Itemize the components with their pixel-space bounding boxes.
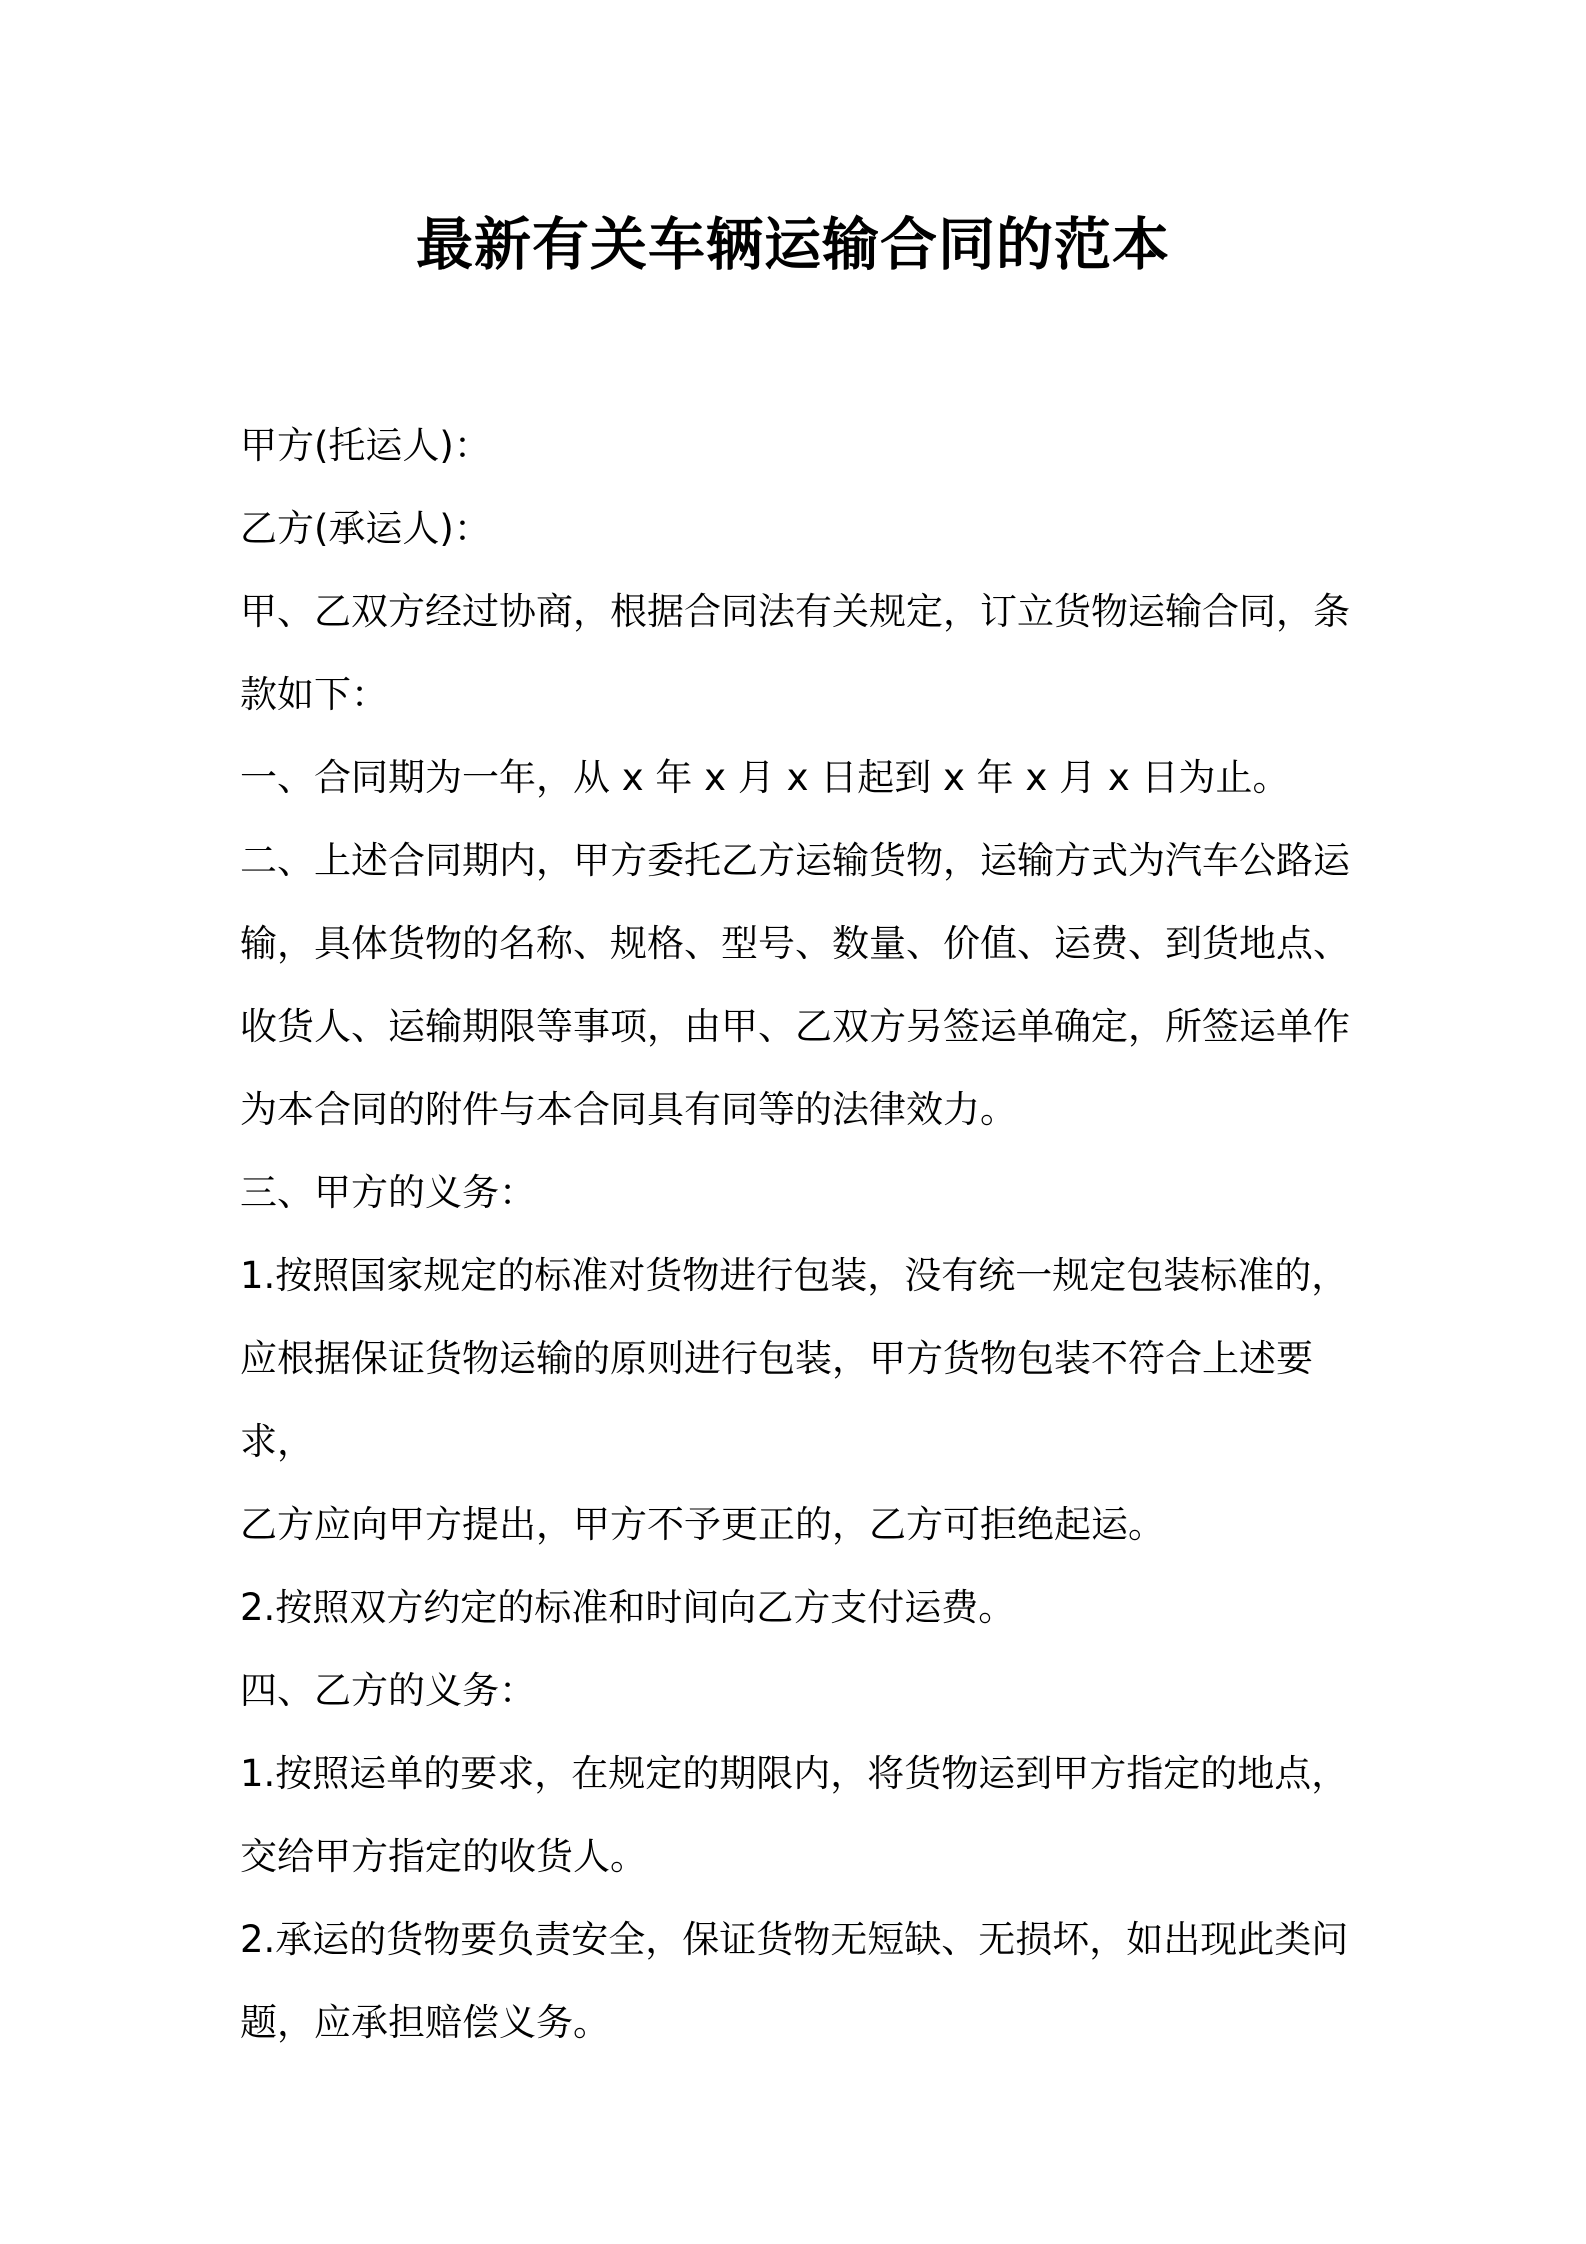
clause-2-line: 收货人、运输期限等事项，由甲、乙双方另签运单确定，所签运单作: [240, 1005, 1350, 1048]
party-b-line: 乙方(承运人)：: [240, 507, 491, 550]
document-body: [240, 404, 1380, 2064]
intro-line-cont: 款如下：: [240, 673, 388, 716]
clause-4-item-2-line: 2.承运的货物要负责安全，保证货物无短缺、无损坏，如出现此类问: [240, 1918, 1349, 1961]
intro-line: 甲、乙双方经过协商，根据合同法有关规定，订立货物运输合同，条: [240, 590, 1350, 633]
clause-3-item-1-line: 应根据保证货物运输的原则进行包装，甲方货物包装不符合上述要求，: [240, 1337, 1313, 1463]
clause-4-item-1-line: 1.按照运单的要求，在规定的期限内，将货物运到甲方指定的地点，: [240, 1752, 1349, 1795]
clause-4-heading: 四、乙方的义务：: [240, 1669, 536, 1712]
clause-1-line: 一、合同期为一年，从 x 年 x 月 x 日起到 x 年 x 月 x 日为止。: [240, 756, 1290, 799]
clause-4-item-1-line: 交给甲方指定的收货人。: [240, 1835, 647, 1878]
clause-3-item-1-line: 1.按照国家规定的标准对货物进行包装，没有统一规定包装标准的，: [240, 1254, 1349, 1297]
clause-4-item-2-line: 题，应承担赔偿义务。: [240, 2001, 610, 2044]
clause-3-item-1-line: 乙方应向甲方提出，甲方不予更正的，乙方可拒绝起运。: [240, 1503, 1165, 1546]
document-title: 最新有关车辆运输合同的范本: [416, 212, 1170, 278]
clause-2-line: 二、上述合同期内，甲方委托乙方运输货物，运输方式为汽车公路运: [240, 839, 1350, 882]
clause-3-heading: 三、甲方的义务：: [240, 1171, 536, 1214]
clause-2-line: 为本合同的附件与本合同具有同等的法律效力。: [240, 1088, 1017, 1131]
party-a-line: 甲方(托运人)：: [240, 424, 491, 467]
clause-2-line: 输，具体货物的名称、规格、型号、数量、价值、运费、到货地点、: [240, 922, 1350, 965]
clause-3-item-2-line: 2.按照双方约定的标准和时间向乙方支付运费。: [240, 1586, 1016, 1629]
